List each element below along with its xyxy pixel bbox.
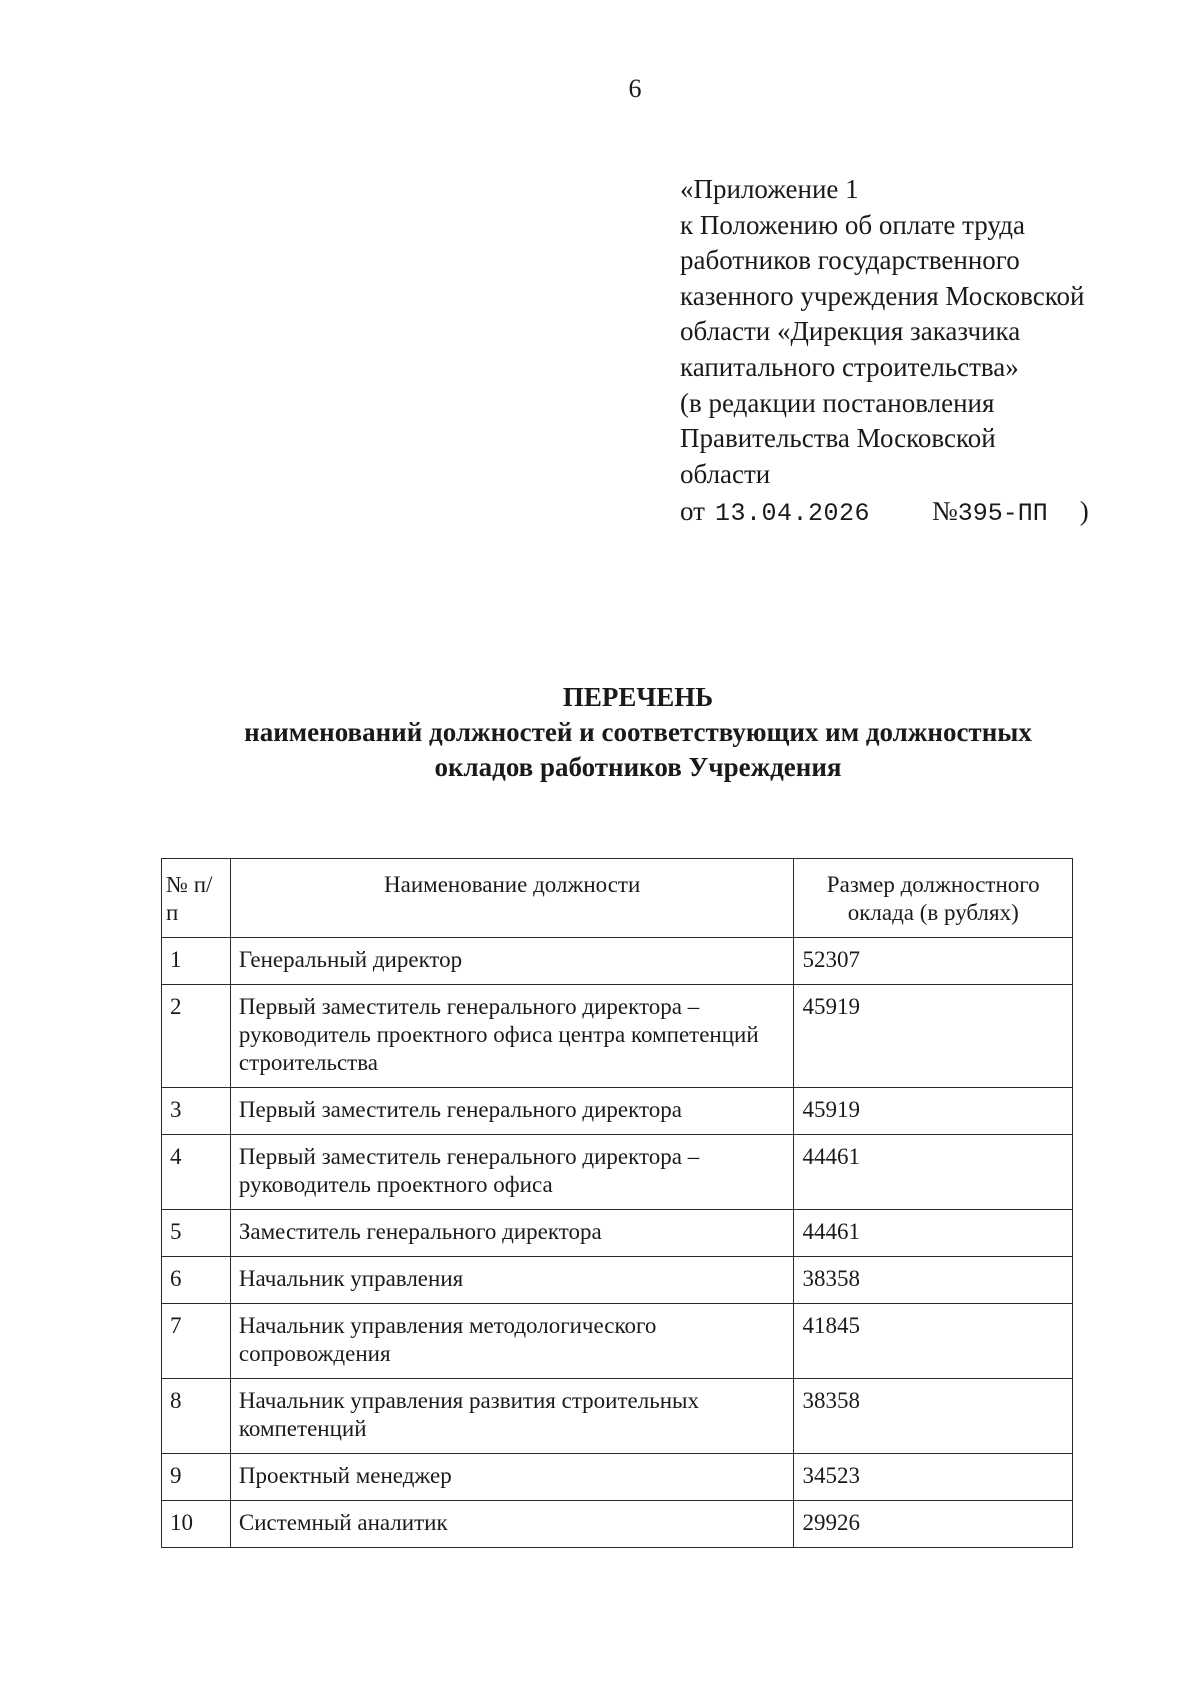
row-position-name: Генеральный директор xyxy=(230,938,794,985)
annex-line: «Приложение 1 xyxy=(680,174,859,204)
heading-subtitle-line2: окладов работников Учреждения xyxy=(434,752,842,782)
row-salary: 44461 xyxy=(794,1210,1073,1257)
row-position-name: Первый заместитель генерального директора xyxy=(230,1088,794,1135)
row-salary: 34523 xyxy=(794,1454,1073,1501)
row-number: 10 xyxy=(162,1501,231,1548)
row-number: 5 xyxy=(162,1210,231,1257)
annex-line: капитального строительства» xyxy=(680,351,1019,382)
positions-table xyxy=(161,858,1073,1548)
page-number: 6 xyxy=(628,74,642,103)
table-row xyxy=(162,1257,1073,1304)
row-salary: 45919 xyxy=(794,985,1073,1088)
annex-line: области «Дирекция заказчика xyxy=(680,316,1021,347)
row-number: 6 xyxy=(162,1257,231,1304)
row-position-name: Первый заместитель генерального директора – руководитель проектного офиса xyxy=(230,1135,794,1210)
annex-line: к Положению об оплате труда xyxy=(680,209,1025,240)
document-heading xyxy=(0,680,1200,785)
annex-line: Правительства Московской xyxy=(680,423,996,454)
annex-line: работников государственного xyxy=(680,245,1020,276)
table-row xyxy=(162,1088,1073,1135)
date-prefix: от xyxy=(680,496,705,527)
row-number: 4 xyxy=(162,1135,231,1210)
heading-title: ПЕРЕЧЕНЬ xyxy=(562,682,714,712)
row-position-name: Начальник управления xyxy=(230,1257,794,1304)
row-salary: 44461 xyxy=(794,1135,1073,1210)
heading-subtitle-line1: наименований должностей и соответствующих им должностных xyxy=(244,717,1032,747)
row-salary: 41845 xyxy=(794,1304,1073,1379)
row-salary: 45919 xyxy=(794,1088,1073,1135)
row-position-name: Первый заместитель генерального директора – руководитель проектного офиса центра компетенций строительства xyxy=(230,985,794,1088)
table-row xyxy=(162,1379,1073,1454)
row-number: 3 xyxy=(162,1088,231,1135)
number-sign: № xyxy=(931,496,958,527)
row-position-name: Системный аналитик xyxy=(230,1501,794,1548)
table-row xyxy=(162,938,1073,985)
annex-date-line xyxy=(680,494,1120,532)
row-number: 7 xyxy=(162,1304,231,1379)
table-row xyxy=(162,1304,1073,1379)
row-salary: 29926 xyxy=(794,1501,1073,1548)
resolution-date: 13.04.2026 xyxy=(714,499,870,529)
row-number: 8 xyxy=(162,1379,231,1454)
header-salary: Размер должностного оклада (в рублях) xyxy=(794,859,1073,938)
resolution-number: 395-ПП xyxy=(957,499,1048,529)
row-salary: 38358 xyxy=(794,1379,1073,1454)
table-row xyxy=(162,1501,1073,1548)
row-position-name: Начальник управления развития строительных компетенций xyxy=(230,1379,794,1454)
header-number: № п/п xyxy=(162,859,231,938)
table-header-row xyxy=(162,859,1073,938)
header-name: Наименование должности xyxy=(230,859,794,938)
row-position-name: Начальник управления методологического сопровождения xyxy=(230,1304,794,1379)
row-number: 1 xyxy=(162,938,231,985)
annex-line: казенного учреждения Московской xyxy=(680,280,1085,311)
table-row xyxy=(162,1135,1073,1210)
row-salary: 52307 xyxy=(794,938,1073,985)
row-salary: 38358 xyxy=(794,1257,1073,1304)
table-row xyxy=(162,1210,1073,1257)
table-row xyxy=(162,985,1073,1088)
table-row xyxy=(162,1454,1073,1501)
annex-line: (в редакции постановления xyxy=(680,387,995,418)
row-position-name: Проектный менеджер xyxy=(230,1454,794,1501)
annex-block xyxy=(680,172,1120,532)
row-number: 9 xyxy=(162,1454,231,1501)
row-number: 2 xyxy=(162,985,231,1088)
annex-line: области xyxy=(680,458,771,489)
closing-paren: ) xyxy=(1079,496,1089,527)
row-position-name: Заместитель генерального директора xyxy=(230,1210,794,1257)
